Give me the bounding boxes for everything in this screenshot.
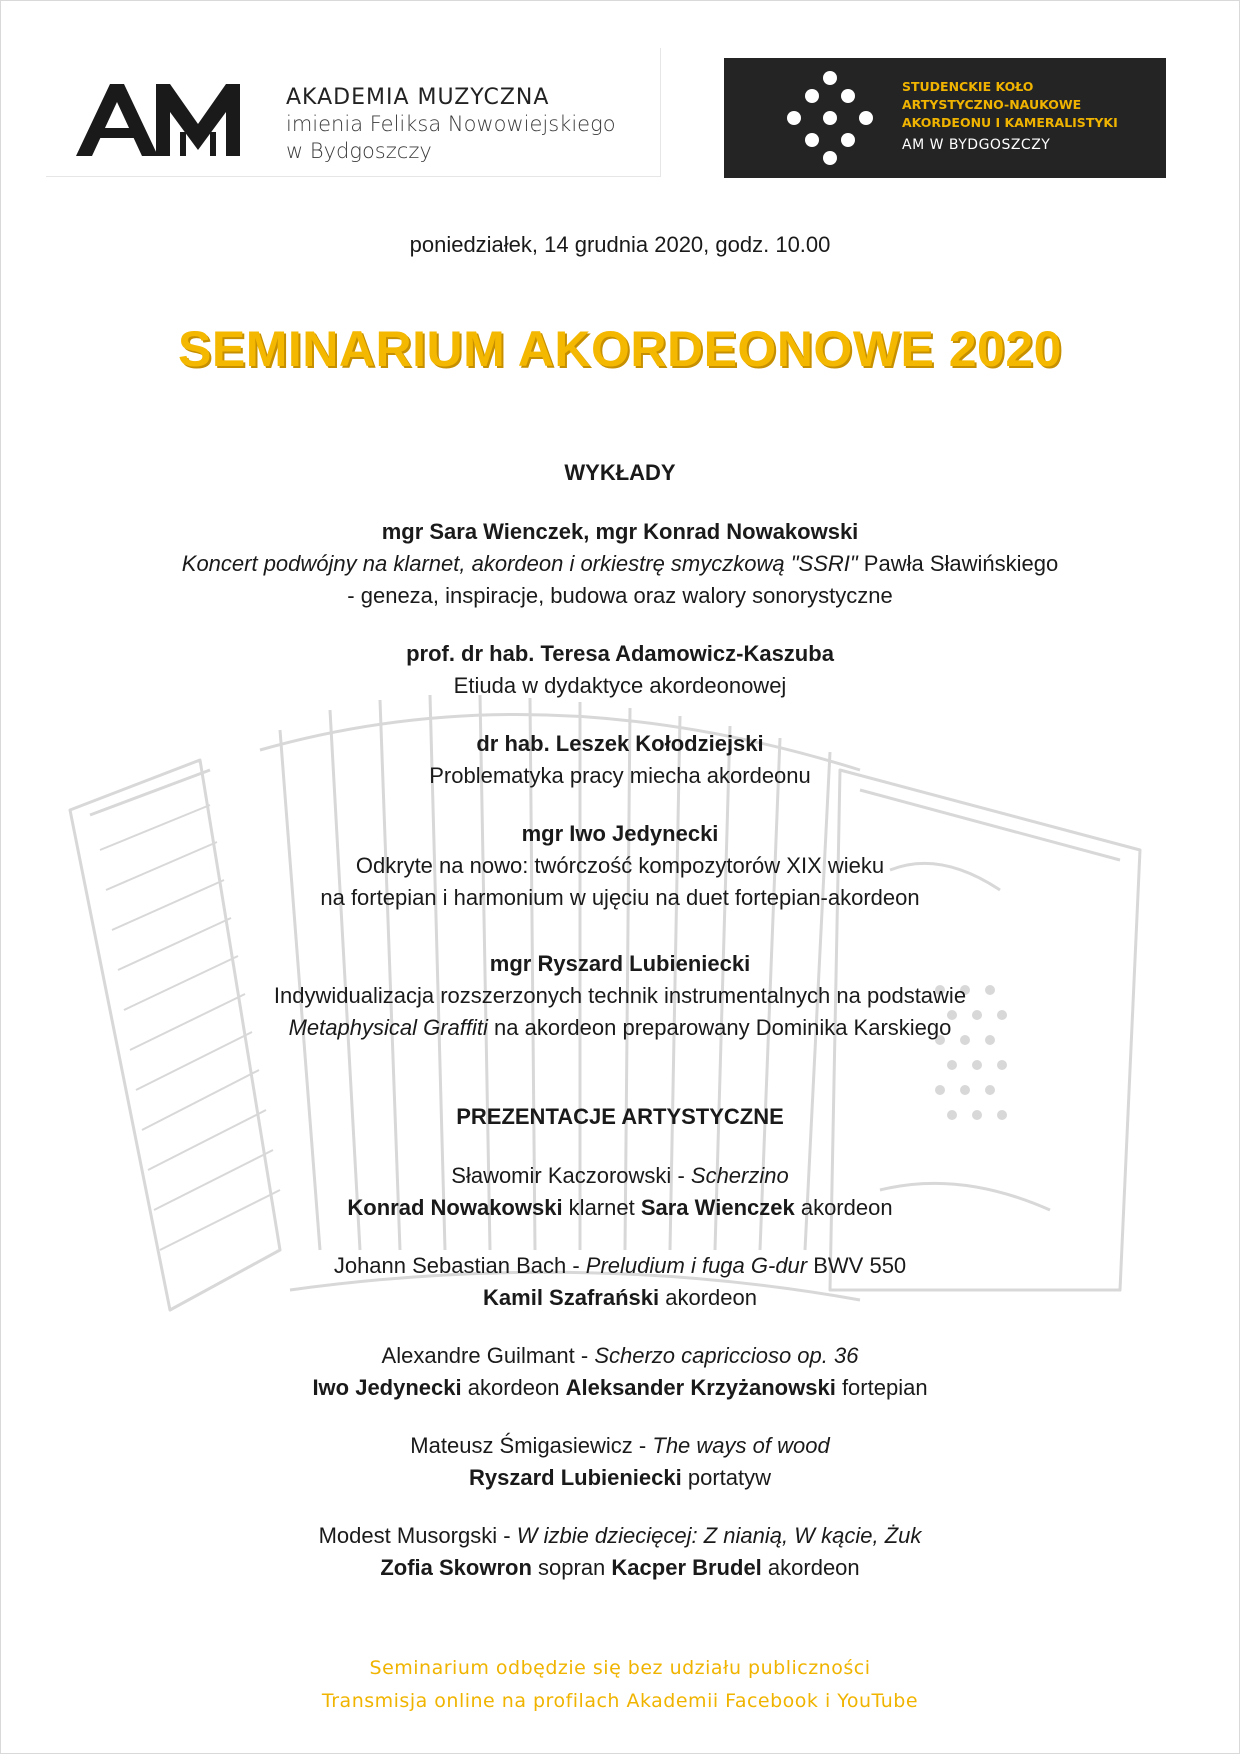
lecture-speaker: mgr Sara Wienczek, mgr Konrad Nowakowski (381, 519, 859, 544)
performer: Kamil Szafrański (483, 1285, 660, 1310)
performer: Sara Wienczek (640, 1195, 795, 1220)
academy-name-line1: AKADEMIA MUZYCZNA (286, 85, 550, 110)
dot-diamond-icon (786, 70, 874, 166)
lecture-item (0, 818, 1240, 914)
presentation-item (0, 1340, 1240, 1404)
composer: Modest Musorgski (318, 1523, 498, 1548)
work-title: Preludium i fuga G-dur (585, 1253, 808, 1278)
lecture-item (0, 948, 1240, 1044)
composer: Johann Sebastian Bach (333, 1253, 567, 1278)
performer: Iwo Jedynecki (312, 1375, 462, 1400)
separator: - (632, 1433, 653, 1458)
presentation-performers (0, 1372, 1240, 1404)
event-date: poniedziałek, 14 grudnia 2020, godz. 10.00 (409, 232, 831, 257)
student-circle-name (902, 78, 1118, 154)
lecture-title-line2: - geneza, inspiracje, budowa oraz walory sonorystyczne (347, 583, 893, 608)
academy-name-line3: w Bydgoszczy (286, 139, 432, 163)
footer-line2: Transmisja online na profilach Akademii Facebook i YouTube (321, 1690, 919, 1712)
presentation-performers (0, 1462, 1240, 1494)
presentation-item (0, 1250, 1240, 1314)
footer-notice (0, 1652, 1240, 1718)
performer: Zofia Skowron (380, 1555, 532, 1580)
separator: - (574, 1343, 595, 1368)
student-circle-line4: AM W BYDGOSZCZY (902, 137, 1051, 153)
presentation-performers (0, 1552, 1240, 1584)
academy-name (286, 84, 616, 165)
student-circle-line3: AKORDEONU I KAMERALISTYKI (902, 115, 1118, 130)
presentation-performers (0, 1192, 1240, 1224)
student-circle-logo-block (724, 58, 1166, 178)
lecture-speaker: dr hab. Leszek Kołodziejski (476, 731, 764, 756)
separator: - (671, 1163, 691, 1188)
instrument: sopran (531, 1555, 612, 1580)
presentation-performers (0, 1282, 1240, 1314)
academy-name-line2: imienia Feliksa Nowowiejskiego (286, 112, 616, 136)
lecture-item (0, 728, 1240, 792)
lecture-title-line2 (0, 1012, 1240, 1044)
work-title: W izbie dziecięcej: Z nianią, W kącie, Żuk (516, 1523, 922, 1548)
presentation-item (0, 1430, 1240, 1494)
instrument: fortepian (835, 1375, 928, 1400)
lecture-speaker: mgr Ryszard Lubieniecki (489, 951, 751, 976)
lecture-title-italic: Koncert podwójny na klarnet, akordeon i orkiestrę smyczkową "SSRI" (181, 551, 858, 576)
lecture-title-rest: Pawła Sławińskiego (857, 551, 1059, 576)
performer: Aleksander Krzyżanowski (565, 1375, 836, 1400)
lecture-title (0, 548, 1240, 580)
presentation-work-line (0, 1250, 1240, 1282)
instrument: akordeon (794, 1195, 893, 1220)
work-rest: BWV 550 (807, 1253, 907, 1278)
presentation-work-line (0, 1430, 1240, 1462)
presentations-heading: PREZENTACJE ARTYSTYCZNE (456, 1104, 784, 1129)
presentation-work-line (0, 1340, 1240, 1372)
am-monogram-icon (76, 84, 256, 156)
lecture-title-line2: na fortepian i harmonium w ujęciu na duet fortepian-akordeon (320, 885, 920, 910)
lectures-heading: WYKŁADY (564, 460, 676, 485)
performer: Konrad Nowakowski (347, 1195, 563, 1220)
lecture-item (0, 516, 1240, 612)
student-circle-line1: STUDENCKIE KOŁO (902, 79, 1034, 94)
lecture-title-line1: Indywidualizacja rozszerzonych technik instrumentalnych na podstawie (273, 983, 967, 1008)
lecture-speaker: mgr Iwo Jedynecki (521, 821, 719, 846)
performer: Kacper Brudel (611, 1555, 762, 1580)
separator: - (497, 1523, 517, 1548)
composer: Sławomir Kaczorowski (451, 1163, 672, 1188)
student-circle-line2: ARTYSTYCZNO-NAUKOWE (902, 97, 1082, 112)
composer: Mateusz Śmigasiewicz (410, 1433, 633, 1458)
presentation-item (0, 1520, 1240, 1584)
lecture-title-line1: Odkryte na nowo: twórczość kompozytorów XIX wieku (355, 853, 885, 878)
footer-line1: Seminarium odbędzie się bez udziału publiczności (369, 1657, 871, 1679)
lecture-title: Problematyka pracy miecha akordeonu (429, 763, 811, 788)
instrument: akordeon (461, 1375, 566, 1400)
lecture-title-rest: na akordeon preparowany Dominika Karskiego (487, 1015, 952, 1040)
academy-logo-block (46, 48, 661, 177)
composer: Alexandre Guilmant (381, 1343, 575, 1368)
presentation-item (0, 1160, 1240, 1224)
instrument: portatyw (681, 1465, 771, 1490)
work-title: Scherzo capriccioso op. 36 (594, 1343, 859, 1368)
lecture-title: Etiuda w dydaktyce akordeonowej (453, 673, 787, 698)
instrument: akordeon (761, 1555, 860, 1580)
event-title: SEMINARIUM AKORDEONOWE 2020 (178, 321, 1062, 377)
lecture-speaker: prof. dr hab. Teresa Adamowicz-Kaszuba (406, 641, 834, 666)
presentation-work-line (0, 1520, 1240, 1552)
presentation-work-line (0, 1160, 1240, 1192)
performer: Ryszard Lubieniecki (468, 1465, 682, 1490)
work-title: Scherzino (690, 1163, 789, 1188)
separator: - (566, 1253, 586, 1278)
work-title: The ways of wood (652, 1433, 830, 1458)
instrument: klarnet (562, 1195, 641, 1220)
lecture-title-italic: Metaphysical Graffiti (288, 1015, 488, 1040)
lecture-item (0, 638, 1240, 702)
instrument: akordeon (659, 1285, 757, 1310)
